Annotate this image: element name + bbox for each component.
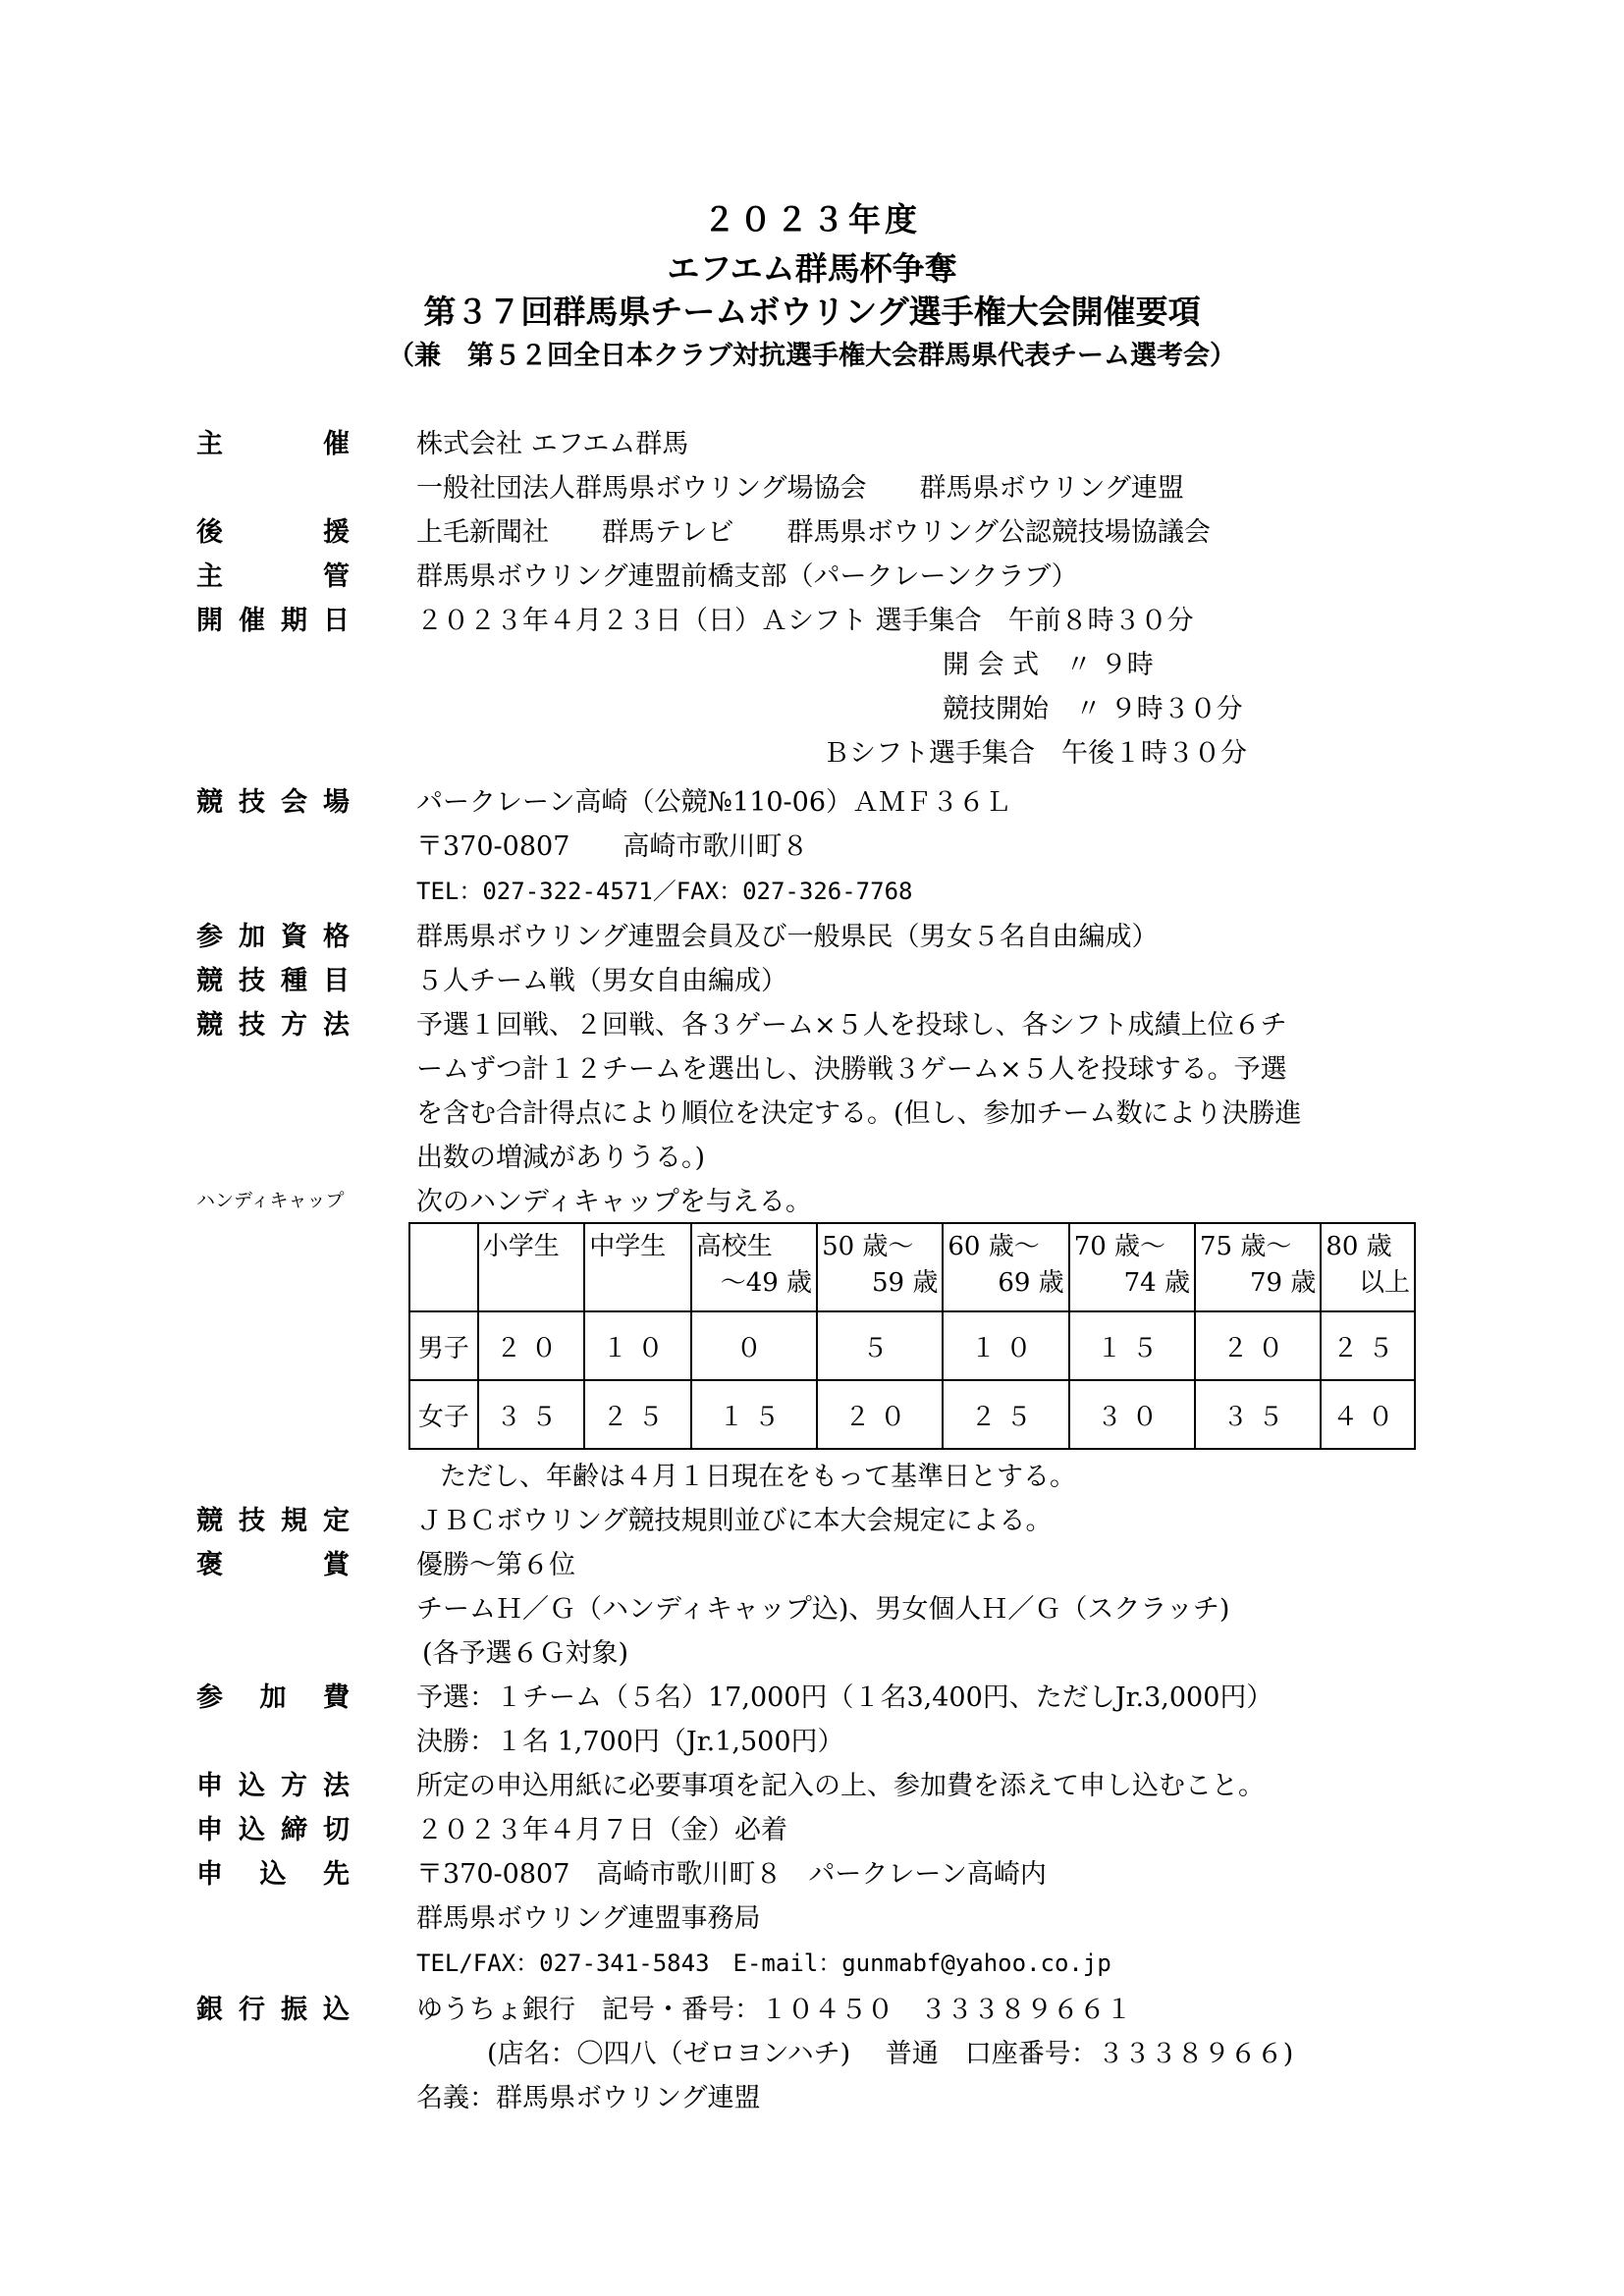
- handicap-header-row: [409, 1223, 1415, 1311]
- rules-line1: ＪＢＣボウリング競技規則並びに本大会規定による。: [416, 1506, 1053, 1536]
- fee-line2: 決勝：１名 1,700円（Jr.1,500円）: [416, 1727, 844, 1757]
- label-char: 参: [196, 1682, 223, 1713]
- label-manager: [196, 555, 350, 593]
- label-char: 主: [196, 561, 223, 592]
- label-char: 込: [259, 1859, 287, 1890]
- event-line1: ５人チーム戦（男女自由編成）: [416, 966, 787, 996]
- label-char: 技: [239, 966, 265, 996]
- label-char: 参: [196, 922, 223, 952]
- label-char: 技: [239, 787, 265, 818]
- handicap-header-cell: 75 歳～ 79 歳: [1195, 1223, 1321, 1311]
- label-char: 切: [323, 1815, 350, 1845]
- label-date: [196, 599, 350, 637]
- handicap-header-cell: 中学生: [584, 1223, 691, 1311]
- handicap-cell: ２５: [1321, 1311, 1415, 1380]
- handicap-cell: ５: [817, 1311, 943, 1380]
- eligibility-line1: 群馬県ボウリング連盟会員及び一般県民（男女５名自由編成）: [416, 922, 1159, 952]
- label-char: 定: [323, 1506, 350, 1536]
- label-char: 込: [239, 1771, 265, 1801]
- method-line1: 予選１回戦、２回戦、各３ゲーム×５人を投球し、各シフト成績上位６チ: [416, 1010, 1287, 1041]
- label-char: 技: [239, 1506, 265, 1536]
- label-method: [196, 1003, 350, 1041]
- bank-line3: 名義：群馬県ボウリング連盟: [416, 2083, 761, 2113]
- handicap-header-cell: 高校生 ～49 歳: [691, 1223, 817, 1311]
- label-support: [196, 510, 350, 549]
- awards-line2: チームＨ／Ｇ（ハンディキャップ込)、男女個人Ｈ／Ｇ（スクラッチ): [416, 1594, 1230, 1625]
- label-rules: [196, 1499, 350, 1537]
- apply-method-line1: 所定の申込用紙に必要事項を記入の上、参加費を添えて申し込むこと。: [416, 1771, 1265, 1801]
- label-char: 技: [239, 1010, 265, 1041]
- label-char: 法: [323, 1771, 350, 1801]
- venue-line3: TEL：027-322-4571／FAX：027-326-7768: [416, 878, 913, 905]
- label-venue: [196, 780, 350, 819]
- label-fee: [196, 1676, 350, 1714]
- label-char: 締: [281, 1815, 307, 1845]
- label-char: 催: [239, 606, 265, 636]
- label-char: 管: [323, 561, 350, 592]
- method-line4: 出数の増減がありうる。): [416, 1143, 706, 1173]
- label-char: 開: [196, 606, 223, 636]
- organizer-line2: 一般社団法人群馬県ボウリング場協会 群馬県ボウリング連盟: [416, 473, 1184, 504]
- awards-line3: (各予選６Ｇ対象): [422, 1638, 629, 1669]
- apply-to-line3: TEL/FAX：027-341-5843 E-mail：gunmabf@yahoo.co.jp: [416, 1949, 1111, 1977]
- apply-to-line1: 〒370-0807 高崎市歌川町８ パークレーン高崎内: [416, 1859, 1047, 1890]
- label-char: 込: [239, 1815, 265, 1845]
- schedule-line1: ２０２３年４月２３日（日）Ａシフト 選手集合 午前８時３０分: [416, 606, 1194, 636]
- handicap-cell: ３０: [1069, 1380, 1195, 1449]
- bank-line1: ゆうちょ銀行 記号・番号：１０４５０ ３３３８９６６１: [416, 1995, 1132, 2025]
- handicap-cell: ３５: [478, 1380, 585, 1449]
- label-char: 主: [196, 429, 223, 459]
- label-char: 期: [281, 606, 307, 636]
- label-char: 法: [323, 1010, 350, 1041]
- bank-line2: (店名：〇四八（ゼロヨンハチ) 普通 口座番号：３３３８９６６): [487, 2039, 1294, 2069]
- main-title: 第３７回群馬県チームボウリング選手権大会開催要項: [423, 293, 1201, 331]
- label-event: [196, 959, 350, 997]
- label-char: 競: [196, 966, 223, 996]
- manager-line1: 群馬県ボウリング連盟前橋支部（パークレーンクラブ）: [416, 561, 1078, 592]
- label-char: 援: [323, 517, 350, 548]
- label-char: 後: [196, 517, 223, 548]
- handicap-row-male: [409, 1311, 1415, 1380]
- handicap-header-cell: 60 歳～ 69 歳: [943, 1223, 1068, 1311]
- venue-line1: パークレーン高崎（公競№110-06）ＡＭＦ３６Ｌ: [416, 787, 1012, 818]
- label-char: 種: [281, 966, 307, 996]
- method-line2: ームずつ計１２チームを選出し、決勝戦３ゲーム×５人を投球する。予選: [416, 1054, 1287, 1085]
- fee-line1: 予選：１チーム（５名）17,000円（１名3,400円、ただしJr.3,000円）: [416, 1682, 1273, 1713]
- label-char: 方: [281, 1771, 307, 1801]
- label-char: 規: [281, 1506, 307, 1536]
- label-apply-method: [196, 1764, 350, 1802]
- label-awards: [196, 1543, 350, 1581]
- organizer-line1: 株式会社 エフエム群馬: [416, 429, 689, 459]
- year-title: ２０２３年度: [703, 200, 921, 239]
- label-char: 費: [323, 1682, 350, 1713]
- label-char: 目: [323, 966, 350, 996]
- handicap-cell: ２５: [943, 1380, 1068, 1449]
- handicap-header-cell: 50 歳～ 59 歳: [817, 1223, 943, 1311]
- handicap-cell: １０: [943, 1311, 1068, 1380]
- label-char: 賞: [323, 1550, 350, 1580]
- awards-line1: 優勝～第６位: [416, 1550, 575, 1580]
- handicap-header-cell: 80 歳 以上: [1321, 1223, 1415, 1311]
- label-char: 申: [196, 1771, 223, 1801]
- handicap-cell: ０: [691, 1311, 817, 1380]
- label-char: 先: [323, 1859, 350, 1890]
- method-line3: を含む合計得点により順位を決定する。(但し、参加チーム数により決勝進: [416, 1098, 1302, 1129]
- handicap-row-female: [409, 1380, 1415, 1449]
- handicap-header-cell: 70 歳～ 74 歳: [1069, 1223, 1195, 1311]
- handicap-cell: ２０: [478, 1311, 585, 1380]
- label-eligibility: [196, 915, 350, 953]
- label-char: 加: [239, 922, 265, 952]
- handicap-cell: ４０: [1321, 1380, 1415, 1449]
- handicap-row-label: 女子: [409, 1380, 478, 1449]
- apply-to-line2: 群馬県ボウリング連盟事務局: [416, 1903, 761, 1934]
- venue-line2: 〒370-0807 高崎市歌川町８: [416, 831, 809, 862]
- label-char: 催: [323, 429, 350, 459]
- label-char: 方: [281, 1010, 307, 1041]
- label-char: 競: [196, 787, 223, 818]
- handicap-row-label: 男子: [409, 1311, 478, 1380]
- label-organizer: [196, 422, 350, 460]
- schedule-line4: Ｂシフト選手集合 午後１時３０分: [823, 738, 1247, 769]
- cup-title: エフエム群馬杯争奪: [667, 249, 957, 288]
- handicap-cell: ２０: [1195, 1311, 1321, 1380]
- handicap-corner-cell: [409, 1223, 478, 1311]
- handicap-cell: ２５: [584, 1380, 691, 1449]
- handicap-note: ただし、年齢は４月１日現在をもって基準日とする。: [440, 1462, 1076, 1492]
- support-line1: 上毛新聞社 群馬テレビ 群馬県ボウリング公認競技場協議会: [416, 517, 1211, 548]
- label-char: 行: [239, 1995, 265, 2025]
- label-char: 申: [196, 1859, 223, 1890]
- handicap-header-cell: 小学生: [478, 1223, 585, 1311]
- label-handicap: ハンディキャップ: [196, 1190, 345, 1211]
- handicap-cell: １０: [584, 1311, 691, 1380]
- label-char: 格: [323, 922, 350, 952]
- label-char: 資: [281, 922, 307, 952]
- label-char: 会: [281, 787, 307, 818]
- label-char: 競: [196, 1506, 223, 1536]
- deadline-line1: ２０２３年４月７日（金）必着: [416, 1815, 787, 1845]
- handicap-table: [408, 1222, 1416, 1450]
- label-char: 競: [196, 1010, 223, 1041]
- label-char: 銀: [196, 1995, 223, 2025]
- handicap-intro: 次のハンディキャップを与える。: [416, 1187, 812, 1217]
- schedule-line2: 開 会 式 〃 ９時: [943, 650, 1154, 680]
- label-char: 申: [196, 1815, 223, 1845]
- subtitle: （兼 第５２回全日本クラブ対抗選手権大会群馬県代表チーム選考会）: [388, 341, 1236, 371]
- label-char: 日: [323, 606, 350, 636]
- label-char: 加: [259, 1682, 287, 1713]
- label-char: 場: [323, 787, 350, 818]
- schedule-line3: 競技開始 〃 ９時３０分: [943, 694, 1243, 724]
- label-char: 込: [323, 1995, 350, 2025]
- label-apply-to: [196, 1852, 350, 1891]
- label-char: 振: [281, 1995, 307, 2025]
- handicap-cell: ２０: [817, 1380, 943, 1449]
- label-char: 褒: [196, 1550, 223, 1580]
- label-deadline: [196, 1808, 350, 1846]
- handicap-cell: １５: [691, 1380, 817, 1449]
- handicap-cell: ３５: [1195, 1380, 1321, 1449]
- label-bank: [196, 1988, 350, 2026]
- handicap-cell: １５: [1069, 1311, 1195, 1380]
